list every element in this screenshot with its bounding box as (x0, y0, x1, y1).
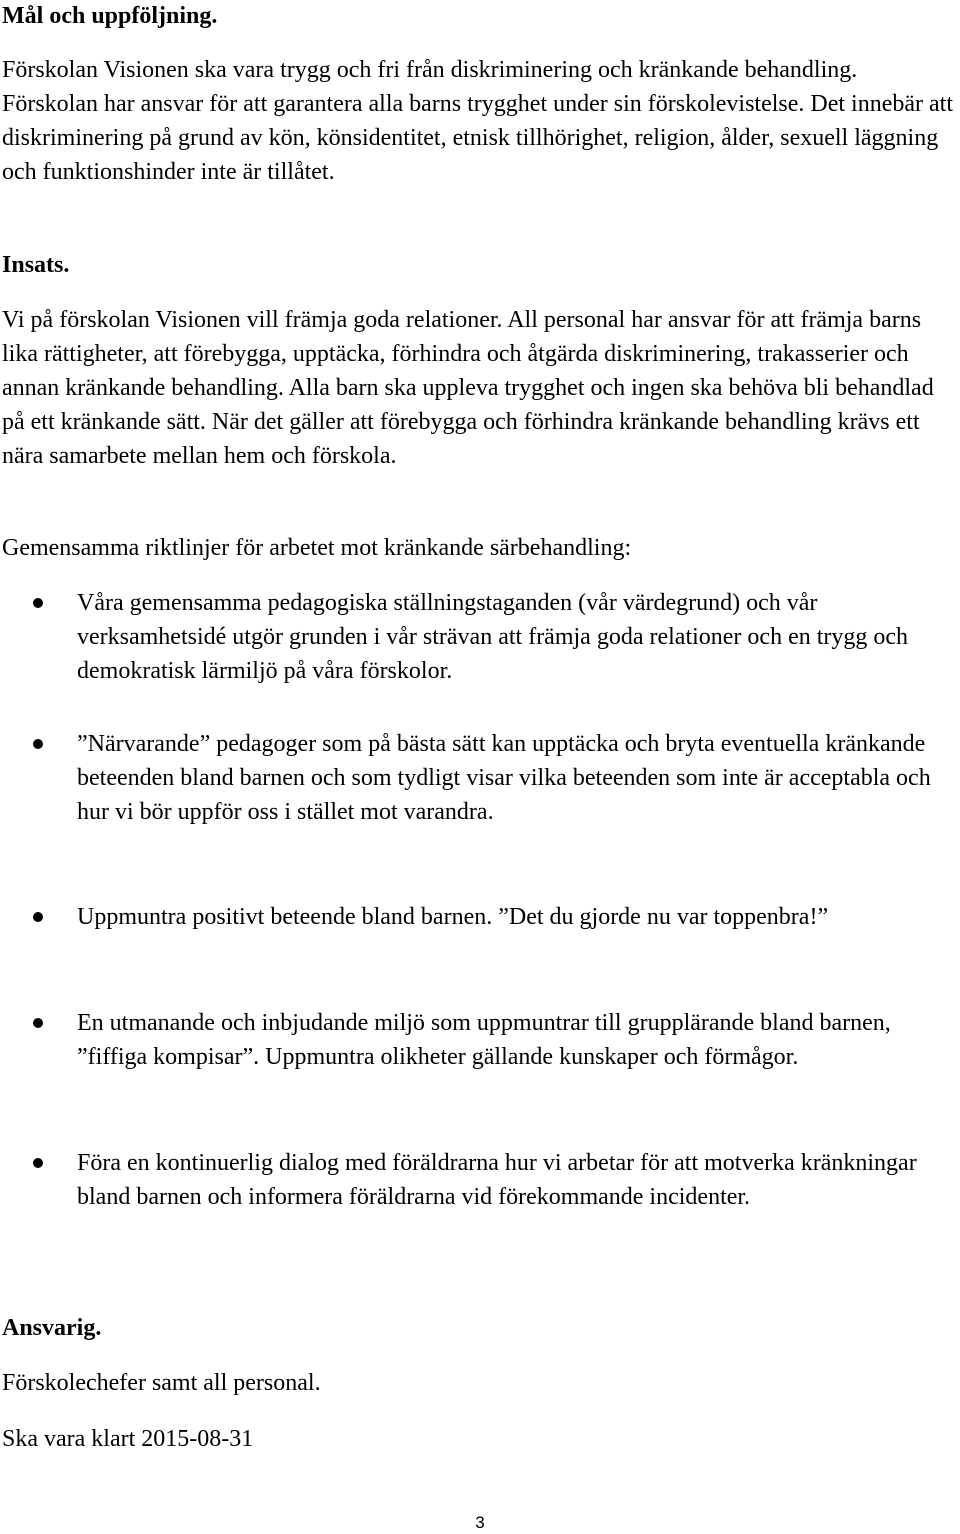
responsible-paragraph: Förskolechefer samt all personal. (2, 1370, 321, 1396)
page-number: 3 (475, 1513, 485, 1532)
bullet-icon (33, 1158, 43, 1168)
list-item-text: Föra en kontinuerlig dialog med föräldrarna hur vi arbetar för att motverka kränkningar bland barnen och informera föräldrarna vid förekommande incidenter. (77, 1150, 917, 1210)
bullet-icon (33, 598, 43, 608)
list-item-text: Våra gemensamma pedagogiska ställningstaganden (vår värdegrund) och vår verksamhetsidé utgör grunden i vår strävan att främja goda relationer och en trygg och demokratisk lärmiljö på våra förskolor. (77, 590, 909, 684)
list-item-text: En utmanande och inbjudande miljö som uppmuntrar till grupplärande bland barnen, ”fiffiga kompisar”. Uppmuntra olikheter gällande kunskaper och förmågor. (77, 1010, 891, 1070)
bullet-icon (33, 739, 43, 749)
responsible-heading: Ansvarig. (2, 1315, 102, 1341)
bullet-icon (33, 912, 43, 922)
goals-heading: Mål och uppföljning. (2, 3, 218, 29)
goals-paragraph: Förskolan Visionen ska vara trygg och fri från diskriminering och kränkande behandling. Förskolan har ansvar för att garantera alla barns trygghet under sin förskolevistelse. Det innebär att diskriminering på grund av kön, könsidentitet, etnisk tillhörighet, religion, ålder, sexuell läggning och funktionshinder inte är tillåtet. (2, 57, 954, 185)
effort-heading: Insats. (2, 252, 70, 278)
guidelines-intro: Gemensamma riktlinjer för arbetet mot kränkande särbehandling: (2, 535, 632, 561)
bullet-icon (33, 1018, 43, 1028)
effort-paragraph: Vi på förskolan Visionen vill främja goda relationer. All personal har ansvar för att främja barns lika rättigheter, att förebygga, upptäcka, förhindra och åtgärda diskriminering, trakasserier och annan kränkande behandling. Alla barn ska uppleva trygghet och ingen ska behöva bli behandlad på ett kränkande sätt. När det gäller att förebygga och förhindra kränkande behandling krävs ett nära samarbete mellan hem och förskola. (2, 307, 934, 469)
list-item-text: ”Närvarande” pedagoger som på bästa sätt kan upptäcka och bryta eventuella kränkande beteenden bland barnen och som tydligt visar vilka beteenden som inte är acceptabla och hur vi bör uppför oss i stället mot varandra. (77, 731, 931, 825)
deadline-text: Ska vara klart 2015-08-31 (2, 1426, 254, 1452)
list-item-text: Uppmuntra positivt beteende bland barnen. ”Det du gjorde nu var toppenbra!” (77, 904, 829, 930)
